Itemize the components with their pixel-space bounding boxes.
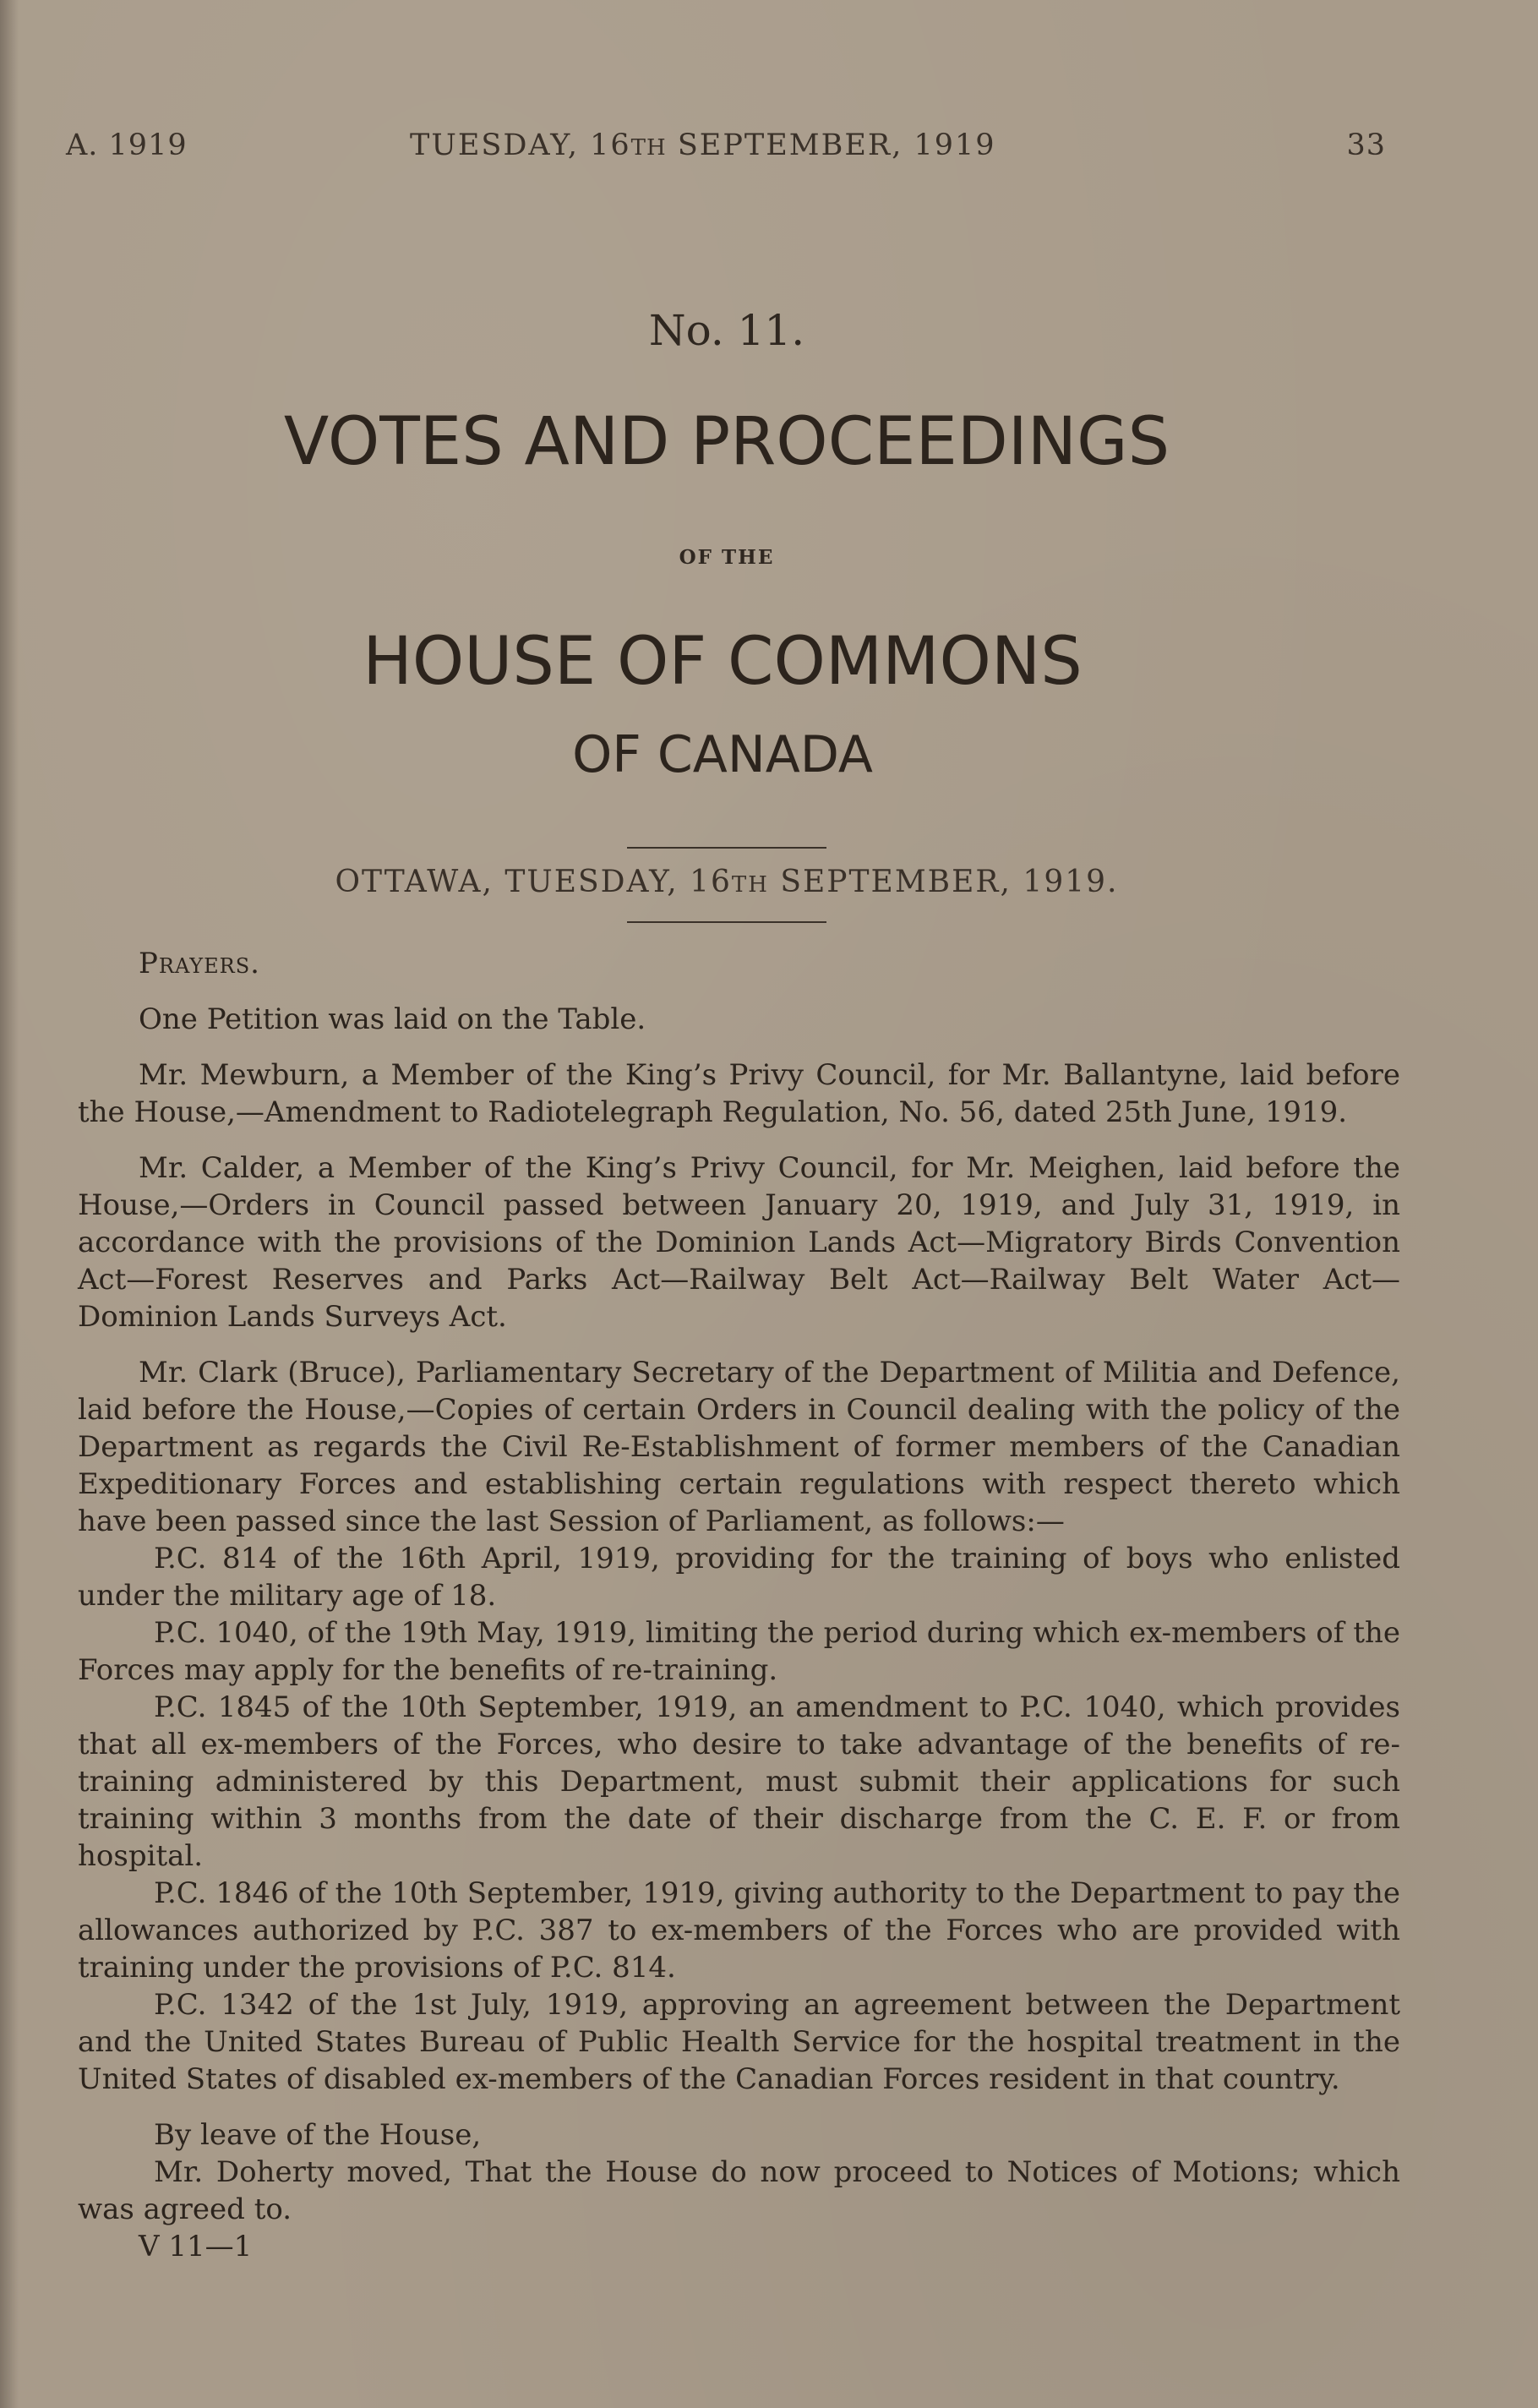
calder-paragraph: Mr. Calder, a Member of the King’s Privy Council, for Mr. Meighen, laid before the House,—Orders in Council passed between January 20, 1919, and July 31, 1919, in accordance with the provisions of the Dominion Lands Act—Migratory Birds Convention Act—Forest Reserves and Parks Act—Railway Belt Act—Railway Belt Water Act—Dominion Lands Surveys Act. [78, 1151, 1400, 1334]
leave-line: By leave of the House, [154, 2118, 482, 2152]
header-date-ordinal: TH [630, 135, 667, 161]
clark-paragraph: Mr. Clark (Bruce), Parliamentary Secretary of the Department of Militia and Defence, laid before the House,—Copies of certain Orders in Council dealing with the policy of the Department as regards the Civil Re-Establishment of former members of the Canadian Expeditionary Forces and establishing certain regulations with respect thereto which have been passed since the last Session of Parliament, as follows:— [78, 1356, 1400, 1538]
proceedings-body [78, 945, 1400, 2284]
title-of-the: OF THE [679, 546, 775, 569]
page-number: 33 [1346, 128, 1386, 162]
divider-top [627, 847, 826, 849]
dateline-day: OTTAWA, TUESDAY, 16 [335, 865, 732, 899]
mewburn-paragraph: Mr. Mewburn, a Member of the King’s Privy Council, for Mr. Ballantyne, laid before the House,—Amendment to Radiotelegraph Regulation, No. 56, dated 25th June, 1919. [78, 1058, 1400, 1129]
header-date-day: TUESDAY, 16 [410, 128, 631, 162]
order-pc814: P.C. 814 of the 16th April, 1919, providing for the training of boys who enlisted under the military age of 18. [78, 1542, 1400, 1613]
main-title: VOTES AND PROCEEDINGS [283, 404, 1170, 480]
order-pc1845: P.C. 1845 of the 10th September, 1919, an amendment to P.C. 1040, which provides that all ex-members of the Forces, who desire to take advantage of the benefits of re-training administered by this Department, must submit their applications for such training within 3 months from the date of their discharge from the C. E. F. or from hospital. [78, 1690, 1400, 1873]
petition-paragraph: One Petition was laid on the Table. [139, 1002, 646, 1036]
house-title: HOUSE OF COMMONS [363, 624, 1083, 700]
order-pc1846: P.C. 1846 of the 10th September, 1919, giving authority to the Department to pay the allowances authorized by P.C. 387 to ex-members of the Forces who are provided with training under the provisions of P.C. 814. [78, 1876, 1400, 1985]
signature-mark: V 11—1 [139, 2230, 253, 2263]
order-pc1040: P.C. 1040, of the 19th May, 1919, limiting the period during which ex-members of the Forces may apply for the benefits of re-training. [78, 1616, 1400, 1687]
dateline-rest: SEPTEMBER, 1919. [768, 865, 1119, 899]
order-pc1342: P.C. 1342 of the 1st July, 1919, approving an agreement between the Department and the United States Bureau of Public Health Service for the hospital treatment in the United States of disabled ex-members of the Canadian Forces resident in that country. [78, 1988, 1400, 2096]
issue-number: No. 11. [648, 306, 805, 355]
doherty-motion: Mr. Doherty moved, That the House do now proceed to Notices of Motions; which was agreed to. [78, 2155, 1400, 2226]
header-session: A. 1919 [66, 128, 188, 162]
page-edge-shadow [0, 0, 19, 2408]
header-date [410, 128, 996, 162]
prayers: Prayers. [139, 947, 260, 980]
running-header [0, 128, 1538, 179]
dateline [0, 865, 1453, 899]
divider-bottom [627, 921, 826, 923]
dateline-ordinal: TH [731, 872, 769, 898]
header-date-rest: SEPTEMBER, 1919 [666, 128, 996, 162]
country-title: OF CANADA [572, 725, 873, 784]
